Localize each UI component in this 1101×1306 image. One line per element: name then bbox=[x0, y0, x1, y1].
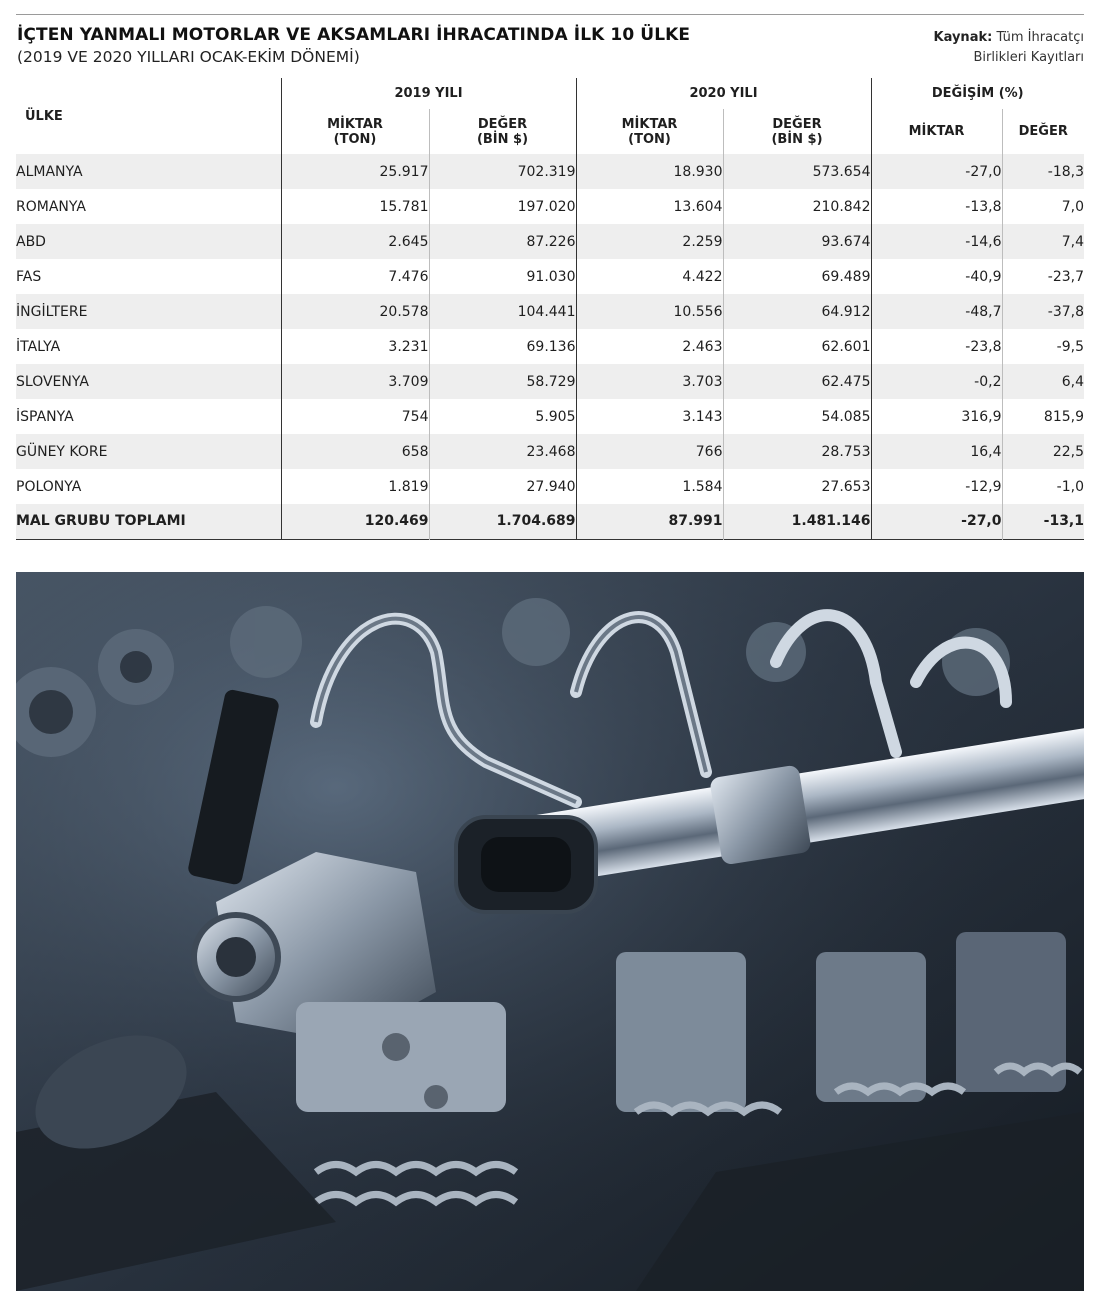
change-miktar-cell: -13,8 bbox=[871, 189, 1002, 224]
deger-2020-header: DEĞER (BİN $) bbox=[723, 109, 871, 154]
deger-2020-cell: 573.654 bbox=[723, 154, 871, 189]
deger-2019-cell: 197.020 bbox=[429, 189, 576, 224]
source-label: Kaynak: bbox=[933, 30, 993, 45]
deger-2020-cell: 27.653 bbox=[723, 469, 871, 504]
change-miktar-cell: 316,9 bbox=[871, 399, 1002, 434]
change-deger-cell: -9,5 bbox=[1002, 329, 1084, 364]
change-miktar-cell: -40,9 bbox=[871, 259, 1002, 294]
source-line1: Tüm İhracatçı bbox=[996, 30, 1084, 45]
miktar-2019-cell: 7.476 bbox=[281, 259, 429, 294]
group-change-header: DEĞİŞİM (%) bbox=[871, 78, 1084, 109]
miktar-2020-cell: 4.422 bbox=[576, 259, 723, 294]
miktar-2019-cell: 20.578 bbox=[281, 294, 429, 329]
country-cell: İNGİLTERE bbox=[16, 303, 88, 320]
deger-2020-cell: 1.481.146 bbox=[723, 504, 871, 539]
deger-2019-cell: 91.030 bbox=[429, 259, 576, 294]
miktar-2020-cell: 10.556 bbox=[576, 294, 723, 329]
miktar-2020-cell: 3.143 bbox=[576, 399, 723, 434]
change-deger-cell: 22,5 bbox=[1002, 434, 1084, 469]
miktar-2019-cell: 658 bbox=[281, 434, 429, 469]
miktar-2019-cell: 3.709 bbox=[281, 364, 429, 399]
country-cell: ABD bbox=[16, 233, 46, 250]
engine-photo-icon bbox=[16, 572, 1084, 1291]
page-subtitle: (2019 VE 2020 YILLARI OCAK-EKİM DÖNEMİ) bbox=[17, 48, 360, 66]
miktar-2019-cell: 15.781 bbox=[281, 189, 429, 224]
country-cell: SLOVENYA bbox=[16, 373, 89, 390]
deger-2019-header: DEĞER (BİN $) bbox=[429, 109, 576, 154]
miktar-2019-cell: 3.231 bbox=[281, 329, 429, 364]
miktar-2020-cell: 2.463 bbox=[576, 329, 723, 364]
deger-2020-cell: 62.475 bbox=[723, 364, 871, 399]
change-deger-cell: -37,8 bbox=[1002, 294, 1084, 329]
change-miktar-cell: -48,7 bbox=[871, 294, 1002, 329]
table-row bbox=[16, 364, 1084, 399]
country-cell: POLONYA bbox=[16, 478, 82, 495]
change-miktar-cell: 16,4 bbox=[871, 434, 1002, 469]
country-cell: MAL GRUBU TOPLAMI bbox=[16, 513, 186, 530]
page-title: İÇTEN YANMALI MOTORLAR VE AKSAMLARI İHRACATINDA İLK 10 ÜLKE bbox=[17, 25, 691, 45]
miktar-2020-cell: 766 bbox=[576, 434, 723, 469]
deger-2019-cell: 104.441 bbox=[429, 294, 576, 329]
change-miktar-cell: -12,9 bbox=[871, 469, 1002, 504]
change-deger-cell: -13,1 bbox=[1002, 504, 1084, 539]
source-note bbox=[844, 28, 1084, 68]
deger-2019-cell: 87.226 bbox=[429, 224, 576, 259]
miktar-2019-cell: 754 bbox=[281, 399, 429, 434]
miktar-2020-cell: 3.703 bbox=[576, 364, 723, 399]
miktar-2019-cell: 120.469 bbox=[281, 504, 429, 539]
change-deger-cell: -18,3 bbox=[1002, 154, 1084, 189]
table-row bbox=[16, 259, 1084, 294]
country-cell: ROMANYA bbox=[16, 198, 86, 215]
miktar-2020-cell: 18.930 bbox=[576, 154, 723, 189]
deger-2019-cell: 69.136 bbox=[429, 329, 576, 364]
change-deger-cell: 815,9 bbox=[1002, 399, 1084, 434]
deger-2020-cell: 93.674 bbox=[723, 224, 871, 259]
change-miktar-cell: -27,0 bbox=[871, 504, 1002, 539]
deger-2020-cell: 54.085 bbox=[723, 399, 871, 434]
deger-2019-cell: 27.940 bbox=[429, 469, 576, 504]
deger-2020-cell: 62.601 bbox=[723, 329, 871, 364]
change-miktar-cell: -23,8 bbox=[871, 329, 1002, 364]
deger-2020-cell: 210.842 bbox=[723, 189, 871, 224]
change-deger-cell: 7,0 bbox=[1002, 189, 1084, 224]
deger-2019-cell: 1.704.689 bbox=[429, 504, 576, 539]
deger-2019-cell: 5.905 bbox=[429, 399, 576, 434]
export-table bbox=[16, 78, 1084, 540]
table-row bbox=[16, 399, 1084, 434]
country-header: ÜLKE bbox=[25, 108, 63, 124]
miktar-2020-header: MİKTAR (TON) bbox=[576, 109, 723, 154]
deger-2019-cell: 702.319 bbox=[429, 154, 576, 189]
group-2020-header: 2020 YILI bbox=[576, 78, 871, 109]
change-miktar-header: MİKTAR bbox=[871, 109, 1002, 154]
deger-2020-cell: 64.912 bbox=[723, 294, 871, 329]
table-row bbox=[16, 329, 1084, 364]
miktar-2019-header: MİKTAR (TON) bbox=[281, 109, 429, 154]
change-miktar-cell: -27,0 bbox=[871, 154, 1002, 189]
table-row bbox=[16, 224, 1084, 259]
table-row bbox=[16, 469, 1084, 504]
deger-2020-cell: 28.753 bbox=[723, 434, 871, 469]
top-rule bbox=[16, 14, 1084, 15]
table-row bbox=[16, 154, 1084, 189]
engine-photo bbox=[16, 572, 1084, 1291]
table-row bbox=[16, 189, 1084, 224]
miktar-2019-cell: 1.819 bbox=[281, 469, 429, 504]
miktar-2020-cell: 13.604 bbox=[576, 189, 723, 224]
miktar-2020-cell: 2.259 bbox=[576, 224, 723, 259]
change-miktar-cell: -14,6 bbox=[871, 224, 1002, 259]
country-cell: ALMANYA bbox=[16, 163, 83, 180]
deger-2019-cell: 58.729 bbox=[429, 364, 576, 399]
deger-2019-cell: 23.468 bbox=[429, 434, 576, 469]
country-cell: İTALYA bbox=[16, 338, 61, 355]
table-row bbox=[16, 434, 1084, 469]
change-deger-header: DEĞER bbox=[1002, 109, 1084, 154]
change-miktar-cell: -0,2 bbox=[871, 364, 1002, 399]
total-row bbox=[16, 504, 1084, 539]
change-deger-cell: 6,4 bbox=[1002, 364, 1084, 399]
table-row bbox=[16, 294, 1084, 329]
deger-2020-cell: 69.489 bbox=[723, 259, 871, 294]
group-2019-header: 2019 YILI bbox=[281, 78, 576, 109]
miktar-2019-cell: 25.917 bbox=[281, 154, 429, 189]
miktar-2020-cell: 87.991 bbox=[576, 504, 723, 539]
change-deger-cell: 7,4 bbox=[1002, 224, 1084, 259]
country-cell: İSPANYA bbox=[16, 408, 74, 425]
miktar-2020-cell: 1.584 bbox=[576, 469, 723, 504]
miktar-2019-cell: 2.645 bbox=[281, 224, 429, 259]
change-deger-cell: -23,7 bbox=[1002, 259, 1084, 294]
source-line2: Birlikleri Kayıtları bbox=[973, 50, 1084, 65]
country-cell: FAS bbox=[16, 268, 42, 285]
country-cell: GÜNEY KORE bbox=[16, 443, 108, 460]
change-deger-cell: -1,0 bbox=[1002, 469, 1084, 504]
